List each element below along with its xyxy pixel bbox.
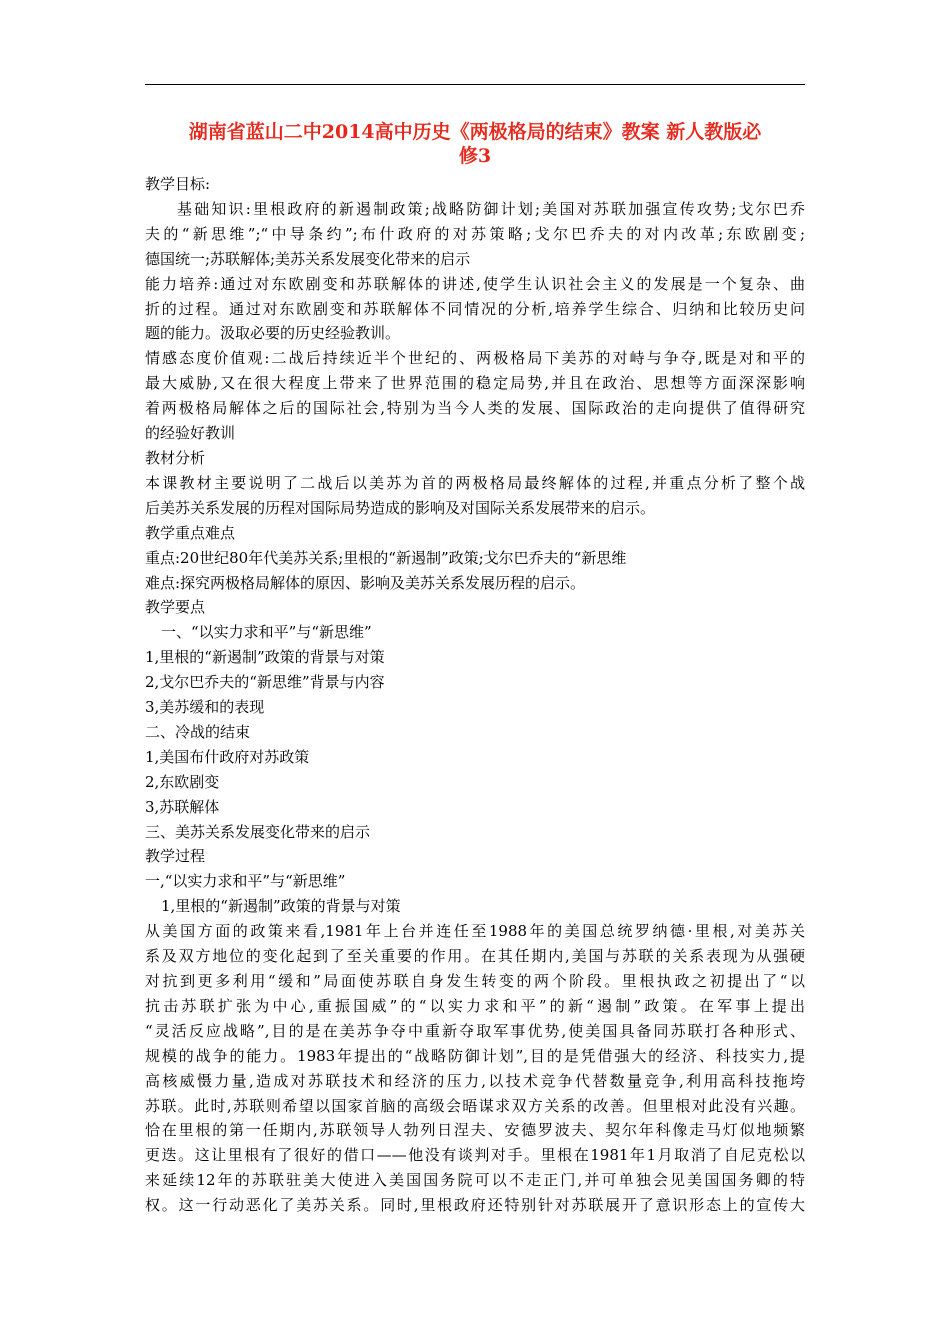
- text-line: 的经验好教训: [145, 424, 236, 443]
- text-line: 教学要点: [145, 598, 206, 617]
- text-line: 教材分析: [145, 448, 206, 467]
- text-line: 教学重点难点: [145, 523, 236, 542]
- text-line: 情感态度价值观:二战后持续近半个世纪的、两极格局下美苏的对峙与争夺,既是对和平的: [145, 349, 805, 368]
- text-line: 一,“以实力求和平”与“新思维”: [145, 872, 346, 891]
- text-line: 从美国方面的政策来看,1981年上台并连任至1988年的美国总统罗纳德·里根,对美苏关: [145, 922, 805, 941]
- text-line: 更迭。这让里根有了很好的借口——他没有谈判对手。里根在1981年1月取消了自尼克松以: [145, 1146, 805, 1165]
- text-line: 最大威胁,又在很大程度上带来了世界范围的稳定局势,并且在政治、思想等方面深深影响: [145, 374, 805, 393]
- text-line: 1,里根的“新遏制”政策的背景与对策: [145, 648, 385, 667]
- text-line: 抗击苏联扩张为中心,重振国威”的“以实力求和平”的新“遏制”政策。在军事上提出: [145, 996, 805, 1015]
- text-line: 苏联。此时,苏联则希望以国家首脑的高级会晤谋求双方关系的改善。但里根对此没有兴趣。: [145, 1096, 805, 1115]
- text-line: 着两极格局解体之后的国际社会,特别为当今人类的发展、国际政治的走向提供了值得研究: [145, 399, 805, 418]
- text-line: 难点:探究两极格局解体的原因、影响及美苏关系发展历程的启示。: [145, 573, 586, 592]
- title-line-2: 修3: [458, 145, 492, 167]
- header-rule: [145, 84, 805, 85]
- text-line: 教学过程: [145, 847, 206, 866]
- text-line: 夫的“新思维”;“中导条约”;布什政府的对苏策略;戈尔巴乔夫的对内改革;东欧剧变;: [145, 224, 805, 243]
- text-line: 规模的战争的能力。1983年提出的“战略防御计划”,目的是凭借强大的经济、科技实力,提: [145, 1046, 805, 1065]
- text-line: 来延续12年的苏联驻美大使进入美国国务院可以不走正门,并可单独会见美国国务卿的特: [145, 1171, 805, 1190]
- text-line: 2,东欧剧变: [145, 772, 220, 791]
- text-line: 对抗到更多利用“缓和”局面使苏联自身发生转变的两个阶段。里根执政之初提出了“以: [145, 972, 805, 990]
- text-line: 德国统一;苏联解体;美苏关系发展变化带来的启示: [145, 249, 471, 268]
- text-line: 一、“以实力求和平”与“新思维”: [161, 623, 372, 642]
- text-line: 折的过程。通过对东欧剧变和苏联解体不同情况的分析,培养学生综合、归纳和比较历史问: [145, 299, 805, 318]
- text-line: 三、美苏关系发展变化带来的启示: [145, 822, 371, 841]
- text-line: 恰在里根的第一任期内,苏联领导人勃列日涅夫、安德罗波夫、契尔年科像走马灯似地频繁: [145, 1121, 805, 1140]
- title-line-1: 湖南省蓝山二中2014高中历史《两极格局的结束》教案 新人教版必: [188, 121, 762, 143]
- document-title: [145, 120, 805, 168]
- text-line: 3,苏联解体: [145, 797, 220, 816]
- text-line: 教学目标:: [145, 175, 211, 193]
- text-line: 2,戈尔巴乔夫的“新思维”背景与内容: [145, 673, 385, 692]
- text-line: 1,美国布什政府对苏政策: [145, 747, 310, 766]
- document-body: [145, 120, 805, 1218]
- text-line: 高核威慑力量,造成对苏联技术和经济的压力,以技术竞争代替数量竞争,利用高科技拖垮: [145, 1071, 805, 1090]
- text-line: 能力培养:通过对东欧剧变和苏联解体的讲述,使学生认识社会主义的发展是一个复杂、曲: [145, 274, 805, 293]
- text-line: 权。这一行动恶化了美苏关系。同时,里根政府还特别针对苏联展开了意识形态上的宣传大: [145, 1196, 805, 1215]
- text-line: 重点:20世纪80年代美苏关系;里根的“新遏制”政策;戈尔巴乔夫的“新思维: [145, 548, 627, 567]
- document-text: [145, 172, 805, 1218]
- text-line: 后美苏关系发展的历程对国际局势造成的影响及对国际关系发展带来的启示。: [145, 498, 656, 517]
- text-line: 3,美苏缓和的表现: [145, 698, 265, 717]
- text-line: 题的能力。汲取必要的历史经验教训。: [145, 324, 401, 343]
- text-line: 1,里根的“新遏制”政策的背景与对策: [161, 897, 401, 916]
- text-line: 基础知识:里根政府的新遏制政策;战略防御计划;美国对苏联加强宣传攻势;戈尔巴乔: [177, 199, 805, 218]
- text-line: 系及双方地位的变化起到了至关重要的作用。在其任期内,美国与苏联的关系表现为从强硬: [145, 947, 805, 966]
- text-line: “灵活反应战略”,目的是在美苏争夺中重新夺取军事优势,使美国具备同苏联打各种形式、: [145, 1021, 805, 1040]
- text-line: 二、冷战的结束: [145, 722, 251, 741]
- text-line: 本课教材主要说明了二战后以美苏为首的两极格局最终解体的过程,并重点分析了整个战: [145, 473, 805, 492]
